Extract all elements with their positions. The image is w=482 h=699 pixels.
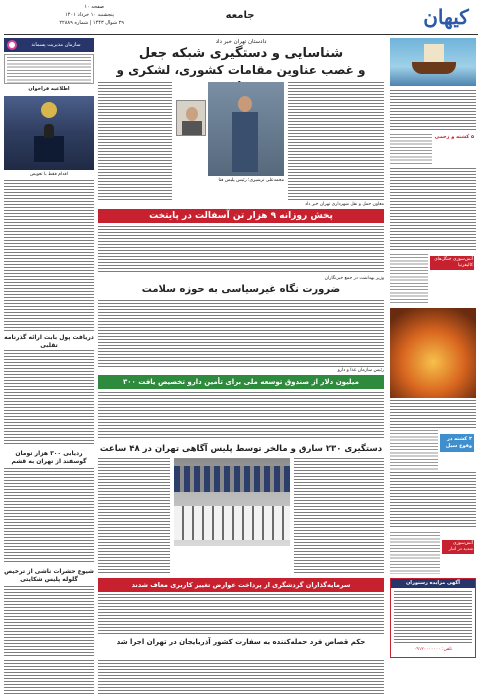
podium-shape [34, 136, 64, 162]
drug-headline: ۳۰۰ میلیون دلار از صندوق توسعه ملی برای تأمین دارو تخصیص یافت [98, 375, 384, 389]
date-line: پنجشنبه ۱۰ خرداد ۱۴۰۱ [65, 12, 114, 18]
lead-headline-1: شناسایی و دستگیری شبکه جعل [138, 46, 344, 61]
main-content [98, 38, 384, 658]
bottom-text [98, 660, 384, 694]
recycle-icon [7, 40, 17, 50]
investors-headline: سرمایه‌گذاران گردشگری از پرداخت عوارض تغییر کاربری معاف شدند [98, 578, 384, 592]
sidebar-item-1-label: ۵ کشته و زخمی [434, 134, 474, 140]
ad-banner-text: سازمان مدیریت پسماند [31, 42, 81, 48]
left-text-4 [4, 586, 94, 658]
drug-kicker: رئیس سازمان غذا و دارو [337, 368, 384, 373]
left-text-3 [4, 468, 94, 564]
ship-hull-shape [412, 62, 456, 74]
classified-ad [390, 578, 476, 658]
classified-phone: تلفن: ۰۹۱۲۰۰۰۰۰۰۰ [414, 647, 452, 652]
portrait-face-shape [186, 107, 198, 121]
assembly-photo [4, 96, 94, 170]
drug-text [98, 392, 384, 440]
officer-body-shape [232, 112, 258, 172]
left-item-1-title: دریافت پول بابت ارائه گذرنامه تقلبی [4, 334, 94, 349]
arrest-text-left [98, 458, 170, 574]
sidebar-item-2-text [390, 254, 428, 304]
officer-head-shape [238, 96, 252, 112]
emblem-shape [41, 102, 57, 118]
lead-photo-portrait [176, 100, 206, 136]
asphalt-kicker: معاون حمل و نقل شهرداری تهران خبر داد [305, 202, 384, 207]
qisas-headline: حکم قصاص فرد حمله‌کننده به سفارت کشور آذربایجان در تهران اجرا شد [116, 638, 366, 646]
left-text-1 [4, 180, 94, 332]
left-item-3-title: شیوع حشرات ناشی از ترخیص گلوله پلیس شکایتی [4, 568, 94, 583]
asphalt-headline: پخش روزانه ۹ هزار تن آسفالت در پایتخت [98, 209, 384, 223]
issue-line: ۲۹ شوال ۱۴۴۳ | شماره ۲۲۸۸۹ [59, 20, 124, 26]
health-headline: ضرورت نگاه غیرسیاسی به حوزه سلامت [141, 284, 341, 295]
investors-text [98, 594, 384, 634]
newspaper-logo: کیهان [423, 5, 469, 29]
arrest-headline: دستگیری ۲۳۰ سارق و مالخر توسط پلیس آگاهی تهران در ۴۸ ساعت [99, 444, 383, 454]
classified-title: آگهی مزایده رستوران [391, 579, 475, 588]
sidebar-item-2 [390, 254, 476, 306]
left-text-2 [4, 350, 94, 446]
officers-row-shape [174, 466, 290, 492]
ad-box [4, 54, 94, 84]
sidebar-item-3 [390, 430, 476, 470]
ad-box-text [7, 57, 91, 83]
sidebar-item-1 [390, 134, 476, 166]
ad-banner [4, 38, 94, 52]
masthead-rule [4, 34, 478, 35]
masthead [0, 0, 482, 36]
left-item-2-title: ردیابی ۳۰۰ هزار تومان گوسفند از تهران به قشم [11, 450, 87, 465]
sidebar-item-4-text [390, 532, 440, 574]
classified-text [394, 591, 472, 645]
health-kicker: وزیر بهداشت در جمع خبرنگاران [324, 276, 384, 281]
page-number: صفحه ۱۰ [84, 4, 104, 10]
lead-photo-caption: محمد‌علی ترشیزی؛ رئیس پلیس فتا [218, 178, 284, 183]
left-column [4, 38, 94, 658]
section-title: جامعه [225, 10, 255, 21]
fire-photo [390, 308, 476, 398]
speaker-shape [44, 124, 54, 138]
assembly-caption: اقدام فقط با تعویض [30, 172, 68, 177]
sidebar-item-3-label: ۳ کشته در وقوع سیل [440, 434, 474, 452]
sidebar-item-4-label: آتش‌سوزی شدید در انبار [442, 540, 474, 554]
lead-photo-police [208, 82, 284, 176]
ship-photo [390, 38, 476, 86]
left-header: اطلاعیه فراخوان [28, 86, 70, 92]
lead-headline-2: و غصب عناوین مقامات کشوری، لشکری و [116, 63, 366, 77]
health-text [98, 300, 384, 368]
sidebar-item-1-text [390, 134, 432, 164]
lead-kicker: دادستان تهران خبر داد [215, 39, 267, 45]
sidebar-text-2 [390, 168, 476, 252]
ship-sail-shape [424, 44, 444, 62]
sidebar-text-4 [390, 472, 476, 528]
bottom-left-text [4, 660, 94, 694]
right-sidebar [388, 38, 478, 658]
sidebar-item-2-title: آتش‌سوزی جنگل‌های کالیفرنیا [430, 256, 474, 270]
sidebar-item-3-text [390, 430, 438, 470]
lead-text-right [288, 82, 384, 200]
arrest-text-right [294, 458, 384, 574]
asphalt-text [98, 226, 384, 274]
sidebar-text-1 [390, 90, 476, 132]
portrait-body-shape [182, 121, 202, 135]
seized-goods-photo [174, 458, 290, 546]
goods-row-shape [174, 506, 290, 540]
lead-text-left [98, 82, 172, 200]
sidebar-item-4 [390, 532, 476, 574]
sidebar-text-3 [390, 400, 476, 428]
